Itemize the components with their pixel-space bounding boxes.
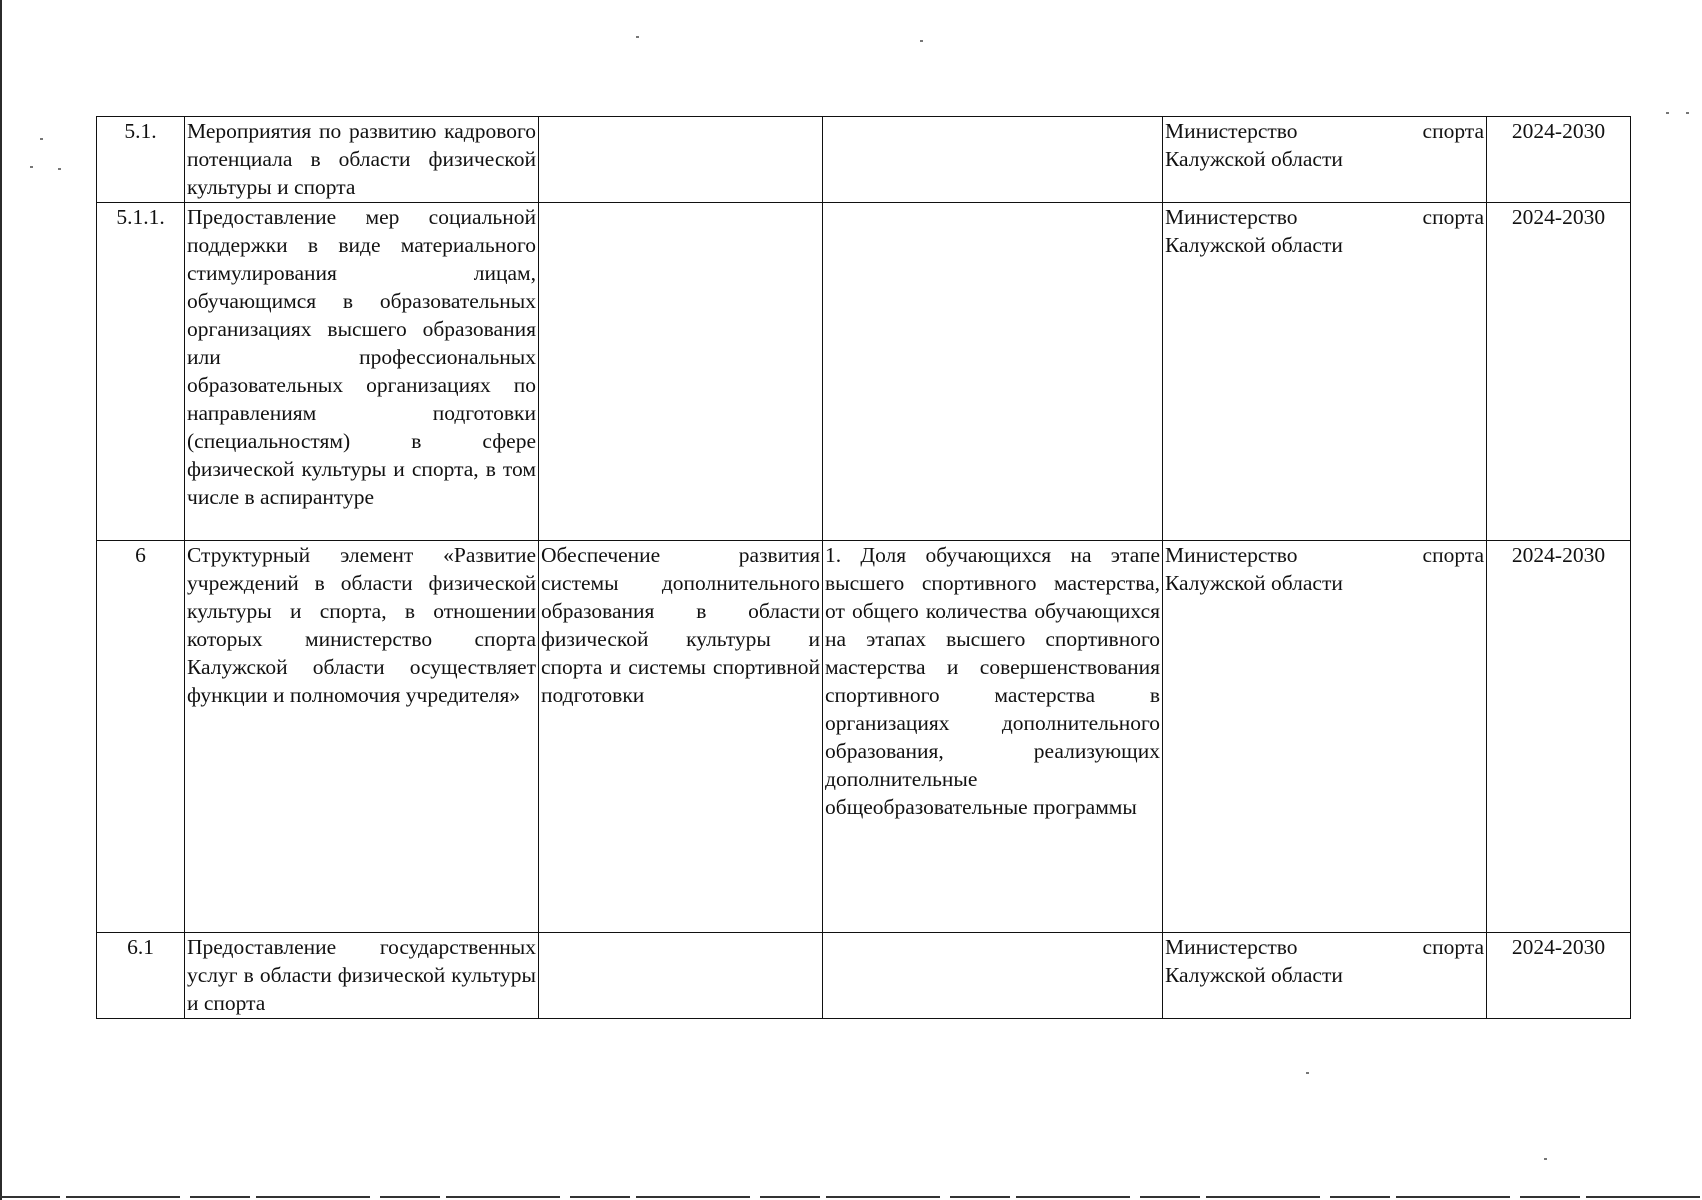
responsible-line1 <box>1165 203 1484 231</box>
period-cell <box>1487 117 1631 203</box>
responsible-cell <box>1163 117 1487 203</box>
table-row <box>97 541 1631 933</box>
row-number: 5.1. <box>124 119 157 143</box>
task-text: Обеспечение развития системы дополнительного образования в области физической культуры и спорта и системы спортивной подготовки <box>541 543 820 707</box>
period-cell <box>1487 933 1631 1019</box>
row-number: 5.1.1. <box>116 205 165 229</box>
responsible-word2: спорта <box>1422 935 1484 959</box>
measure-name-cell <box>185 117 539 203</box>
responsible-word1: Министерство <box>1165 543 1298 567</box>
scan-speck <box>1306 1072 1309 1074</box>
responsible-word1: Министерство <box>1165 119 1298 143</box>
scan-speck <box>1686 112 1689 114</box>
period-text: 2024-2030 <box>1511 119 1606 143</box>
scan-edge-left <box>0 0 2 1200</box>
responsible-line2: Калужской области <box>1165 147 1343 171</box>
measure-name: Предоставление государственных услуг в области физической культуры и спорта <box>187 935 536 1015</box>
responsible-word2: спорта <box>1422 205 1484 229</box>
measures-table <box>96 116 1631 1019</box>
scan-speck <box>1544 1158 1547 1160</box>
responsible-cell <box>1163 203 1487 541</box>
task-cell <box>539 541 823 933</box>
row-number-cell <box>97 541 185 933</box>
table-row <box>97 933 1631 1019</box>
scan-edge-bottom <box>0 1196 1702 1198</box>
task-cell <box>539 933 823 1019</box>
measure-name: Мероприятия по развитию кадрового потенциала в области физической культуры и спорта <box>187 119 536 199</box>
responsible-cell <box>1163 933 1487 1019</box>
measure-name: Предоставление мер социальной поддержки в виде материального стимулирования лицам, обучающимся в образовательных организациях высшего образования или профессиональных образовательных организациях по направлениям подготовки (специальностям) в сфере физической культуры и спорта, в том числе в аспирантуре <box>187 205 536 509</box>
row-number-cell <box>97 117 185 203</box>
measure-name-cell <box>185 541 539 933</box>
period-cell <box>1487 203 1631 541</box>
responsible-line1 <box>1165 541 1484 569</box>
responsible-word1: Министерство <box>1165 205 1298 229</box>
row-number: 6.1 <box>127 935 154 959</box>
measure-name-cell <box>185 203 539 541</box>
scan-speck <box>40 138 43 140</box>
indicator-cell <box>823 117 1163 203</box>
responsible-line2: Калужской области <box>1165 233 1343 257</box>
indicator-cell <box>823 933 1163 1019</box>
responsible-cell <box>1163 541 1487 933</box>
scan-speck <box>30 166 33 168</box>
scan-speck <box>1666 112 1669 114</box>
scan-speck <box>636 36 639 38</box>
responsible-line1 <box>1165 117 1484 145</box>
row-number-cell <box>97 203 185 541</box>
row-number: 6 <box>135 543 146 567</box>
table-row <box>97 203 1631 541</box>
responsible-line2: Калужской области <box>1165 571 1343 595</box>
indicator-text: 1. Доля обучающихся на этапе высшего спортивного мастерства, от общего количества обучающихся на этапах высшего спортивного мастерства и совершенствования спортивного мастерства в организациях дополнительного образования, реализующих дополнительные общеобразовательные программы <box>825 543 1160 819</box>
task-cell <box>539 203 823 541</box>
scan-speck <box>920 40 923 42</box>
row-number-cell <box>97 933 185 1019</box>
period-text: 2024-2030 <box>1511 205 1606 229</box>
scan-speck <box>58 168 61 170</box>
measure-name-cell <box>185 933 539 1019</box>
responsible-line2: Калужской области <box>1165 963 1343 987</box>
period-text: 2024-2030 <box>1511 935 1606 959</box>
indicator-cell <box>823 203 1163 541</box>
table-row <box>97 117 1631 203</box>
task-cell <box>539 117 823 203</box>
period-text: 2024-2030 <box>1511 543 1606 567</box>
responsible-word1: Министерство <box>1165 935 1298 959</box>
measure-name: Структурный элемент «Развитие учреждений в области физической культуры и спорта, в отношении которых министерство спорта Калужской области осуществляет функции и полномочия учредителя» <box>187 543 536 707</box>
indicator-cell <box>823 541 1163 933</box>
responsible-word2: спорта <box>1422 119 1484 143</box>
period-cell <box>1487 541 1631 933</box>
responsible-line1 <box>1165 933 1484 961</box>
responsible-word2: спорта <box>1422 543 1484 567</box>
